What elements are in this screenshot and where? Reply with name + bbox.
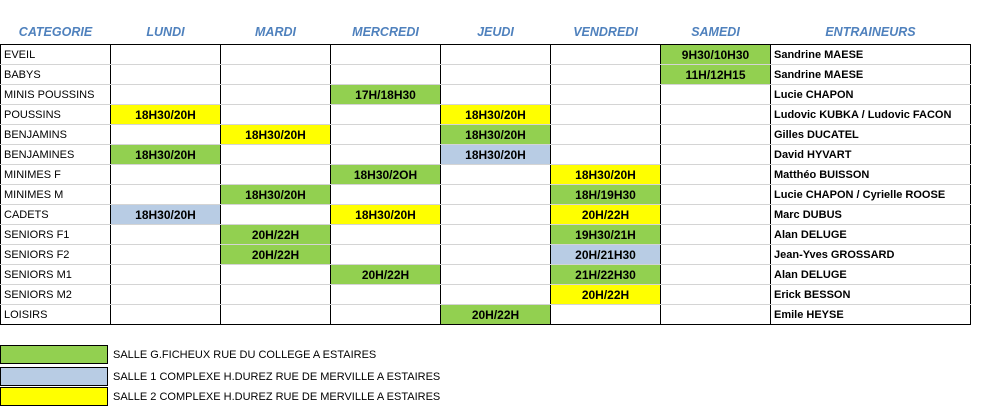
time-slot-cell [331,185,441,205]
time-slot-cell [661,165,771,185]
coach-cell: Lucie CHAPON [771,85,971,105]
time-slot-cell: 18H30/20H [331,205,441,225]
time-slot-cell [331,65,441,85]
time-slot-cell [221,145,331,165]
time-slot-cell [551,65,661,85]
legend-label: SALLE 2 COMPLEXE H.DUREZ RUE DE MERVILLE A ESTAIRES [113,390,441,403]
category-cell: POUSSINS [1,105,111,125]
category-cell: MINIMES F [1,165,111,185]
header-jeudi: JEUDI [441,19,551,45]
coach-cell: Gilles DUCATEL [771,125,971,145]
header-mercredi: MERCREDI [331,19,441,45]
table-row [1,305,971,325]
category-cell: EVEIL [1,45,111,65]
time-slot-cell: 18H/19H30 [551,185,661,205]
coach-cell: Matthéo BUISSON [771,165,971,185]
time-slot-cell [661,125,771,145]
legend-item [0,345,600,364]
table-row [1,165,971,185]
time-slot-cell [111,85,221,105]
category-cell: MINIS POUSSINS [1,85,111,105]
category-cell: SENIORS M2 [1,285,111,305]
coach-cell: Alan DELUGE [771,225,971,245]
time-slot-cell: 18H30/20H [111,205,221,225]
header-entraineurs: ENTRAINEURS [771,19,971,45]
category-cell: BABYS [1,65,111,85]
schedule-table [0,18,971,325]
time-slot-cell: 17H/18H30 [331,85,441,105]
time-slot-cell: 20H/21H30 [551,245,661,265]
time-slot-cell [441,205,551,225]
category-cell: MINIMES M [1,185,111,205]
time-slot-cell [331,125,441,145]
coach-cell: Emile HEYSE [771,305,971,325]
time-slot-cell [221,85,331,105]
time-slot-cell [441,185,551,205]
header-row [1,19,971,45]
time-slot-cell: 18H30/20H [111,105,221,125]
time-slot-cell: 11H/12H15 [661,65,771,85]
time-slot-cell [331,45,441,65]
table-row [1,125,971,145]
category-cell: BENJAMINS [1,125,111,145]
category-cell: SENIORS F2 [1,245,111,265]
time-slot-cell: 18H30/20H [551,165,661,185]
category-cell: SENIORS F1 [1,225,111,245]
time-slot-cell [661,305,771,325]
time-slot-cell [221,165,331,185]
time-slot-cell [661,265,771,285]
coach-cell: Sandrine MAESE [771,65,971,85]
coach-cell: Sandrine MAESE [771,45,971,65]
coach-cell: Erick BESSON [771,285,971,305]
time-slot-cell: 20H/22H [441,305,551,325]
table-row [1,45,971,65]
time-slot-cell: 18H30/20H [441,125,551,145]
time-slot-cell [661,245,771,265]
time-slot-cell [111,285,221,305]
header-samedi: SAMEDI [661,19,771,45]
time-slot-cell [221,65,331,85]
time-slot-cell [221,45,331,65]
time-slot-cell [551,305,661,325]
time-slot-cell [551,105,661,125]
time-slot-cell [111,165,221,185]
time-slot-cell [441,225,551,245]
time-slot-cell [441,165,551,185]
table-row [1,65,971,85]
time-slot-cell [661,105,771,125]
time-slot-cell: 18H30/20H [221,185,331,205]
legend-label: SALLE G.FICHEUX RUE DU COLLEGE A ESTAIRES [113,348,377,361]
time-slot-cell [661,85,771,105]
time-slot-cell [111,245,221,265]
time-slot-cell: 20H/22H [221,225,331,245]
time-slot-cell [331,285,441,305]
time-slot-cell [221,305,331,325]
time-slot-cell: 19H30/21H [551,225,661,245]
time-slot-cell [331,225,441,245]
time-slot-cell [331,245,441,265]
time-slot-cell [111,125,221,145]
time-slot-cell: 20H/22H [331,265,441,285]
coach-cell: Ludovic KUBKA / Ludovic FACON [771,105,971,125]
table-row [1,85,971,105]
time-slot-cell: 18H30/20H [221,125,331,145]
time-slot-cell [331,105,441,125]
coach-cell: Jean-Yves GROSSARD [771,245,971,265]
header-lundi: LUNDI [111,19,221,45]
time-slot-cell [221,265,331,285]
time-slot-cell: 18H30/20H [441,145,551,165]
time-slot-cell: 18H30/2OH [331,165,441,185]
time-slot-cell [111,45,221,65]
time-slot-cell [111,225,221,245]
category-cell: LOISIRS [1,305,111,325]
time-slot-cell [111,305,221,325]
time-slot-cell [441,45,551,65]
time-slot-cell [551,125,661,145]
legend-label: SALLE 1 COMPLEXE H.DUREZ RUE DE MERVILLE A ESTAIRES [113,370,441,383]
category-cell: BENJAMINES [1,145,111,165]
time-slot-cell: 18H30/20H [441,105,551,125]
legend-item [0,367,600,386]
schedule-body [1,45,971,325]
header-vendredi: VENDREDI [551,19,661,45]
table-row [1,105,971,125]
coach-cell: Alan DELUGE [771,265,971,285]
header-mardi: MARDI [221,19,331,45]
coach-cell: Lucie CHAPON / Cyrielle ROOSE [771,185,971,205]
time-slot-cell [661,145,771,165]
coach-cell: David HYVART [771,145,971,165]
table-row [1,285,971,305]
legend-swatch [0,387,108,406]
time-slot-cell [331,305,441,325]
time-slot-cell: 18H30/20H [111,145,221,165]
category-cell: SENIORS M1 [1,265,111,285]
time-slot-cell [551,85,661,105]
time-slot-cell: 20H/22H [551,205,661,225]
time-slot-cell: 21H/22H30 [551,265,661,285]
category-cell: CADETS [1,205,111,225]
table-row [1,185,971,205]
time-slot-cell [661,185,771,205]
time-slot-cell: 20H/22H [221,245,331,265]
time-slot-cell [331,145,441,165]
time-slot-cell [221,105,331,125]
table-row [1,225,971,245]
time-slot-cell [111,65,221,85]
time-slot-cell: 20H/22H [551,285,661,305]
time-slot-cell [221,285,331,305]
legend-swatch [0,345,108,364]
time-slot-cell [441,265,551,285]
time-slot-cell [661,285,771,305]
legend-item [0,387,600,406]
time-slot-cell [661,225,771,245]
time-slot-cell [551,145,661,165]
time-slot-cell [661,205,771,225]
table-row [1,205,971,225]
time-slot-cell [441,245,551,265]
time-slot-cell [111,265,221,285]
table-row [1,265,971,285]
time-slot-cell [221,205,331,225]
header-categorie: CATEGORIE [1,19,111,45]
time-slot-cell: 9H30/10H30 [661,45,771,65]
time-slot-cell [111,185,221,205]
table-row [1,245,971,265]
table-row [1,145,971,165]
time-slot-cell [441,285,551,305]
time-slot-cell [441,65,551,85]
time-slot-cell [551,45,661,65]
time-slot-cell [441,85,551,105]
legend-swatch [0,367,108,386]
coach-cell: Marc DUBUS [771,205,971,225]
